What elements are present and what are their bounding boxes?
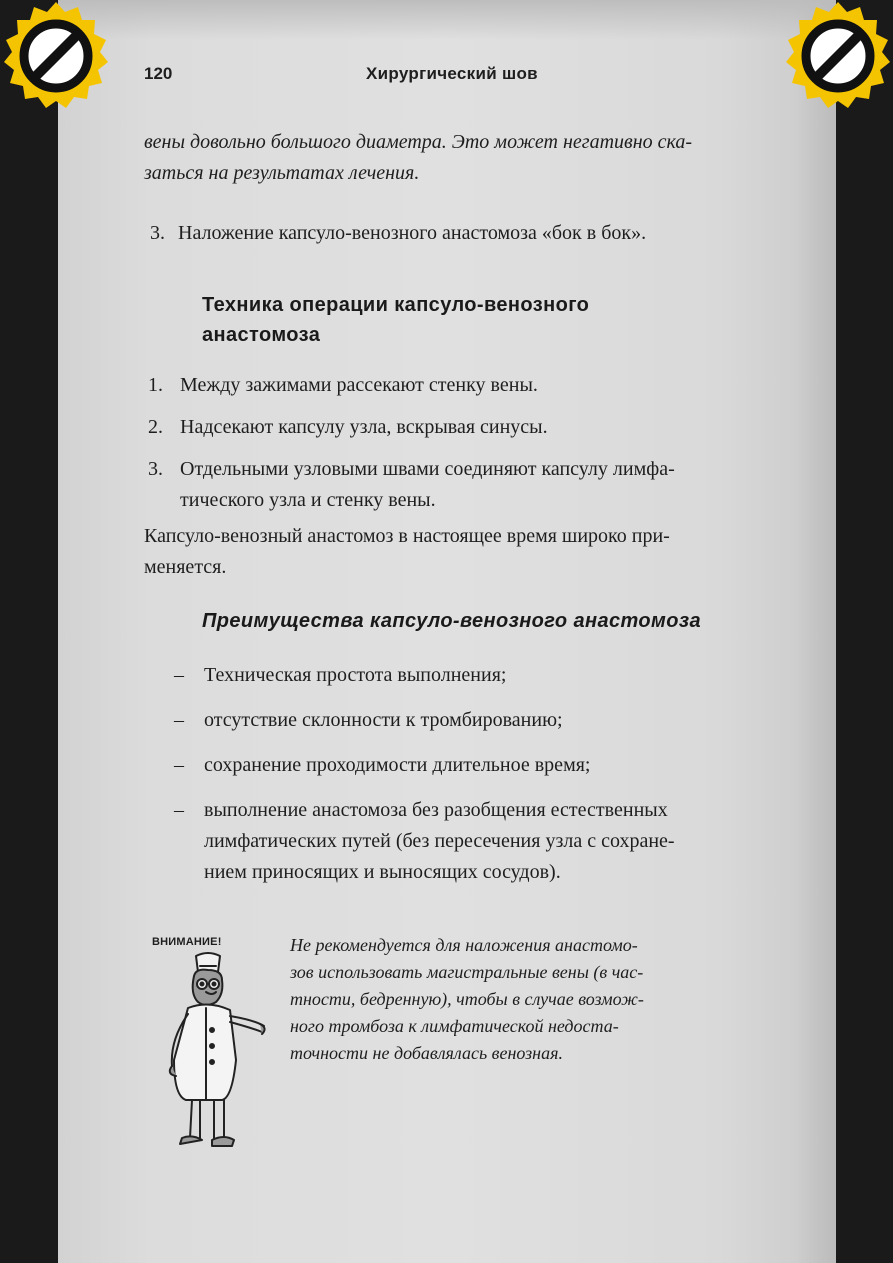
dash-marker: – xyxy=(174,664,184,686)
doctor-illustration xyxy=(136,950,266,1160)
list-text-line: Техническая простота выполнения; xyxy=(204,664,507,686)
section-heading-advantages: Преимущества капсуло-венозного анастомоза xyxy=(202,610,701,632)
page-shadow-right xyxy=(796,0,836,1263)
list-item xyxy=(148,454,788,516)
text-line: меняется. xyxy=(144,556,227,578)
running-title: Хирургический шов xyxy=(366,64,538,83)
note-line: зов использовать магистральные вены (в час- xyxy=(290,962,644,982)
list-number: 3. xyxy=(148,458,163,480)
list-text: Надсекают капсулу узла, вскрывая синусы. xyxy=(180,416,548,438)
list-text: Между зажимами рассекают стенку вены. xyxy=(180,374,538,396)
list-item xyxy=(172,750,784,781)
text-line: вены довольно большого диаметра. Это может негативно ска- xyxy=(144,131,693,153)
no-entry-icon xyxy=(0,0,112,112)
advantages-list xyxy=(172,660,784,902)
dash-marker: – xyxy=(174,754,184,776)
list-item xyxy=(148,370,788,401)
list-item xyxy=(172,660,784,691)
list-item-method-3 xyxy=(150,218,790,249)
usage-paragraph xyxy=(144,521,784,583)
attention-note xyxy=(290,932,726,1067)
list-text-line: лимфатических путей (без пересечения узла с сохране- xyxy=(204,830,675,852)
dash-marker: – xyxy=(174,799,184,821)
attention-label: ВНИМАНИЕ! xyxy=(152,936,222,948)
note-line: тности, бедренную), чтобы в случае возмож- xyxy=(290,989,644,1009)
note-line: ного тромбоза к лимфатической недоста- xyxy=(290,1016,619,1036)
list-text-line: Отдельными узловыми швами соединяют капсулу лимфа- xyxy=(180,458,675,480)
page-number: 120 xyxy=(144,64,173,83)
list-text: Наложение капсуло-венозного анастомоза «бок в бок». xyxy=(178,222,647,244)
technique-steps-list xyxy=(148,370,788,527)
list-number: 2. xyxy=(148,416,163,438)
list-number: 1. xyxy=(148,374,163,396)
continuation-paragraph xyxy=(144,127,784,189)
list-number: 3. xyxy=(150,222,165,244)
heading-line: анастомоза xyxy=(202,324,321,346)
list-text-line: выполнение анастомоза без разобщения естественных xyxy=(204,799,668,821)
list-item xyxy=(172,795,784,888)
page-shadow-top xyxy=(58,0,836,40)
list-text-line: отсутствие склонности к тромбированию; xyxy=(204,709,563,731)
list-text-line: тического узла и стенку вены. xyxy=(180,489,436,511)
no-entry-icon xyxy=(782,0,893,112)
heading-line: Техника операции капсуло-венозного xyxy=(202,294,590,316)
list-text-line: нием приносящих и выносящих сосудов). xyxy=(204,861,561,883)
dash-marker: – xyxy=(174,709,184,731)
text-line: заться на результатах лечения. xyxy=(144,162,420,184)
note-line: Не рекомендуется для наложения анастомо- xyxy=(290,935,638,955)
section-heading-technique xyxy=(202,290,702,350)
book-page xyxy=(58,0,836,1263)
list-item xyxy=(148,412,788,443)
list-item xyxy=(172,705,784,736)
note-line: точности не добавлялась венозная. xyxy=(290,1043,563,1063)
text-line: Капсуло-венозный анастомоз в настоящее время широко при- xyxy=(144,525,670,547)
list-text-line: сохранение проходимости длительное время; xyxy=(204,754,591,776)
